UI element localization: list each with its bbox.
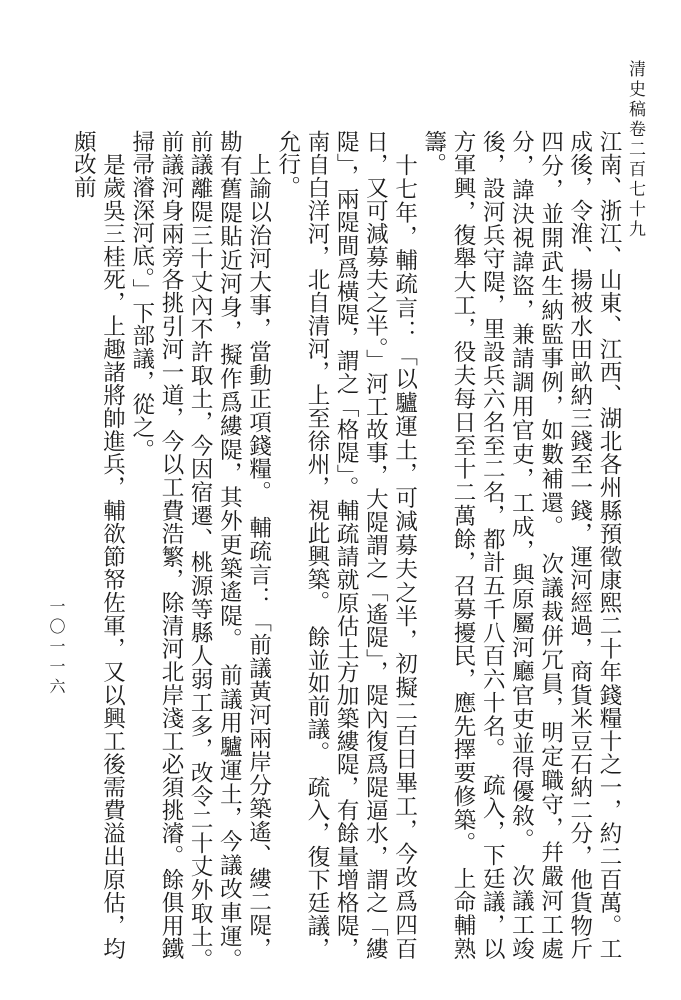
paragraph: 上諭以治河大事，當動正項錢糧。 輔疏言：「前議黃河兩岸分築遙、縷二隄，勘有舊隄貼近河身，擬作爲縷隄，其外更築遙隄。 前議用驢運土，今議改車運。 前議離隄三十丈內不許取土，今因宿遷、桃源等縣人弱工多，改令二十丈外取土。 前議河身兩旁各挑引河一道，今以工費浩繁，除清河北岸淺工必須挑濬。餘俱用鐵掃帚濬深河底。」下部議，從之。 — [128, 130, 272, 983]
paragraph: 江南、浙江、山東、江西、湖北各州縣預徵康熙二十年錢糧十之一，約二百萬。工成後，令淮、揚被水田畝納三錢至一錢，運河經過，商貨米豆石納二分，他貨物斤四分，並開武生納監事例，如數補還。 次議裁併冗員，明定職守，幷嚴河工處分，諱決視諱盜，兼請調用官吏，工成，與原屬河廳官吏並得優敘。 次議工竣後，設河兵守隄，里設兵六名至二名，都計五千八百六十名。 疏入，下廷議，以方軍興，復舉大工，役夫每日至十二萬餘，召募擾民，應先擇要修築。 上命輔熟籌。 — [420, 130, 622, 960]
running-title: 清史稿卷二百七十九 — [625, 60, 645, 240]
paragraph: 是歲吳三桂死，上趣諸將帥進兵，輔欲節帑佐軍，又以興工後需費溢出原估，均頗改前 — [70, 130, 126, 960]
paragraph: 十七年，輔疏言：「以驢運土，可減募夫之半，初擬二百日畢工，今改爲四百日，又可減募夫之半。」河工故事，大隄謂之「遙隄」，隄內復爲隄逼水，謂之「縷隄」，兩隄間爲橫隄，謂之「格隄」。輔疏請就原估土方加築縷隄，有餘量增格隄，南自白洋河，北自清河，上至徐州，視此興築。 餘並如前議。 疏入，復下廷議，允行。 — [274, 130, 418, 960]
page-number: 一〇一一六 — [47, 598, 66, 698]
page-body-text — [23, 130, 623, 983]
